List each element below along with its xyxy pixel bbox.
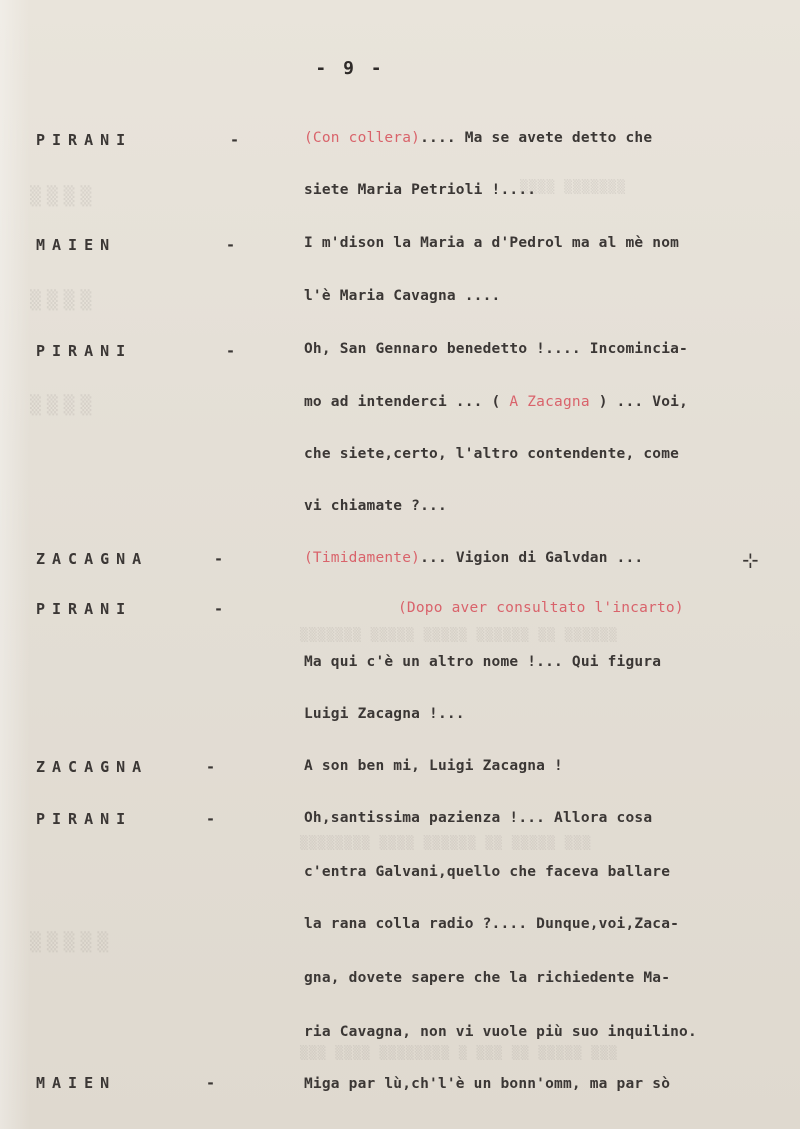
- speaker-name: ZACAGNA: [36, 550, 149, 568]
- dialogue-line: che siete,certo, l'altro contendente, come: [304, 446, 680, 462]
- speaker-dash: -: [206, 1074, 216, 1092]
- dialogue-line: Luigi Zacagna !...: [304, 706, 465, 722]
- dialogue-line: A son ben mi, Luigi Zacagna !: [304, 758, 563, 774]
- dialogue-line: I m'dison la Maria a d'Pedrol ma al mè nom: [304, 235, 680, 251]
- speaker-dash: -: [206, 810, 216, 828]
- show-through-text: ▒▒▒▒▒▒▒▒ ▒▒▒▒ ▒▒▒▒▒▒ ▒▒ ▒▒▒▒▒ ▒▒▒: [300, 836, 592, 851]
- show-through-text: ▒▒▒▒ ▒▒▒▒▒▒▒: [520, 180, 626, 195]
- dialogue-line: gna, dovete sapere che la richiedente Ma-: [304, 970, 671, 986]
- speaker-dash: -: [230, 131, 240, 149]
- show-through-text: ▒▒▒ ▒▒▒▒ ▒▒▒▒▒▒▒▒ ▒ ▒▒▒ ▒▒ ▒▒▒▒▒ ▒▒▒: [300, 1046, 618, 1061]
- handwritten-cross-mark: ⊹: [742, 548, 759, 572]
- show-through-text: ▒▒▒▒▒▒▒ ▒▒▒▒▒ ▒▒▒▒▒ ▒▒▒▒▒▒ ▒▒ ▒▒▒▒▒▒: [300, 628, 618, 643]
- speaker-name: MAIEN: [36, 236, 117, 254]
- show-through-text: ▒▒▒▒: [30, 395, 98, 416]
- page-number: - 9 -: [315, 58, 385, 79]
- dialogue-line: Ma qui c'è un altro nome !... Qui figura: [304, 654, 662, 670]
- speaker-dash: -: [206, 758, 216, 776]
- show-through-text: ▒▒▒▒: [30, 290, 98, 311]
- dialogue-text: ) ... Voi,: [589, 394, 688, 410]
- dialogue-line: siete Maria Petrioli !....: [304, 182, 537, 198]
- dialogue-line: la rana colla radio ?.... Dunque,voi,Zaca-: [304, 916, 680, 932]
- dialogue-text: .... Ma se avete detto che: [420, 130, 653, 146]
- stage-direction: (Dopo aver consultato l'incarto): [398, 600, 684, 616]
- speaker-dash: -: [214, 550, 224, 568]
- speaker-name: PIRANI: [36, 600, 133, 618]
- dialogue-line: ria Cavagna, non vi vuole più suo inquilino.: [304, 1024, 697, 1040]
- speaker-dash: -: [226, 236, 236, 254]
- dialogue-line: l'è Maria Cavagna ....: [304, 288, 501, 304]
- speaker-dash: -: [214, 600, 224, 618]
- speaker-name: PIRANI: [36, 810, 133, 828]
- speaker-name: PIRANI: [36, 131, 133, 149]
- dialogue-line: vi chiamate ?...: [304, 498, 447, 514]
- speaker-name: ZACAGNA: [36, 758, 149, 776]
- stage-direction: (Con collera): [304, 130, 421, 146]
- dialogue-line: [304, 130, 652, 146]
- dialogue-line: Oh, San Gennaro benedetto !.... Incomincia-: [304, 341, 688, 357]
- show-through-text: ▒▒▒▒▒: [30, 932, 115, 953]
- dialogue-line: c'entra Galvani,quello che faceva ballare: [304, 864, 671, 880]
- dialogue-line: Miga par lù,ch'l'è un bonn'omm, ma par sò: [304, 1076, 671, 1092]
- dialogue-line: [304, 550, 643, 566]
- dialogue-line: Oh,santissima pazienza !... Allora cosa: [304, 810, 653, 826]
- dialogue-line: [304, 394, 688, 410]
- speaker-name: MAIEN: [36, 1074, 117, 1092]
- stage-direction: A Zacagna: [509, 394, 590, 410]
- speaker-dash: -: [226, 342, 236, 360]
- stage-direction: (Timidamente): [304, 550, 421, 566]
- dialogue-text: mo ad intenderci ... (: [304, 394, 510, 410]
- speaker-name: PIRANI: [36, 342, 133, 360]
- dialogue-text: ... Vigion di Galvdan ...: [420, 550, 644, 566]
- show-through-text: ▒▒▒▒: [30, 186, 98, 207]
